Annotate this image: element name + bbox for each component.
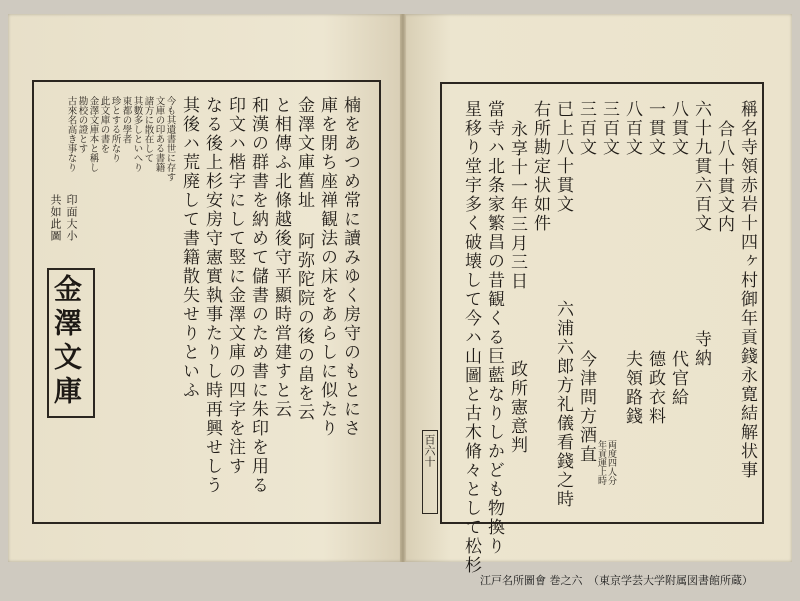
seal-text-col-1: 印面大小 bbox=[65, 194, 78, 242]
left-note-col-4: 其數多しといへり bbox=[131, 96, 143, 172]
left-note-col-3: 諸方に散在して bbox=[142, 96, 154, 163]
right-item-amount-3: 一貫文 bbox=[645, 100, 665, 157]
right-title-col: 稱名寺領赤岩十四ヶ村御年貢錢永寛結解状事 bbox=[737, 100, 757, 480]
left-note-col-6: 珍とする所なり bbox=[109, 96, 121, 163]
right-signature-col: 政所憲意判 bbox=[507, 360, 527, 455]
right-item-note-2: 年貢運上時 bbox=[596, 440, 606, 485]
right-item-label-3: 德政衣料 bbox=[645, 350, 665, 426]
right-item-label-2: 代官給 bbox=[668, 350, 688, 407]
left-body-col-1: 楠をあつめ常に讀みゆく房守のもとにさ bbox=[340, 96, 360, 438]
left-note-col-8: 金澤文庫本と稱し bbox=[87, 96, 99, 172]
left-body-col-8: 其後ハ荒廃して書籍散失せりといふ bbox=[179, 96, 199, 400]
right-item-label-5: 今津問方酒直 bbox=[576, 350, 596, 464]
right-narrative-col-2: 星移り堂宇多く破壊して今ハ山圖と古木脩々として松杉 bbox=[461, 100, 481, 575]
left-note-col-10: 古來名高き事なり bbox=[65, 96, 77, 172]
right-item-amount-4: 八百文 bbox=[622, 100, 642, 157]
left-body-col-2: 庫を閉ち座禅観法の床をあらしに似たり bbox=[317, 96, 337, 438]
left-body-col-5: 和漢の群書を納めて儲書のため書に朱印を用る bbox=[248, 96, 268, 495]
right-total-col: 合八十貫文内 bbox=[714, 120, 734, 234]
left-body-col-4: と相傳ふ北條越後守平顯時営建すと云 bbox=[271, 96, 291, 419]
right-item-amount-1: 六十九貫六百文 bbox=[691, 100, 711, 233]
left-body-col-7: なる後上杉安房守憲實執事たりし時再興せしう bbox=[202, 96, 222, 495]
right-confirm-col: 右所勘定状如件 bbox=[530, 100, 550, 233]
right-item-amount-2: 八貫文 bbox=[668, 100, 688, 157]
seal-text-col-2: 共如此圖 bbox=[49, 194, 62, 242]
kanazawa-bunko-seal-title: 金澤文庫 bbox=[50, 274, 83, 410]
right-narrative-col-1: 當寺ハ北条家繁昌の昔観くる巨藍なりしかども物換り bbox=[484, 100, 504, 556]
right-item-amount-6: 三百文 bbox=[576, 100, 596, 157]
right-item-amount-5: 三百文 bbox=[599, 100, 619, 157]
book-gutter bbox=[400, 14, 406, 562]
right-item-label-6: 六浦六郎方礼儀看錢之時 bbox=[553, 300, 573, 509]
left-note-col-2: 文庫の印ある書籍 bbox=[153, 96, 165, 172]
left-note-col-7: 此文庫の書を bbox=[98, 96, 110, 153]
right-item-label-1: 寺納 bbox=[691, 330, 711, 368]
left-note-col-1: 今も其遺書世に存す bbox=[164, 96, 176, 182]
left-note-col-5: 東都の學者 bbox=[120, 96, 132, 144]
left-body-col-6: 印文ハ楷字にして竪に金澤文庫の四字を注す bbox=[225, 96, 245, 476]
left-body-col-3: 金澤文庫舊址 阿弥陀院の後の畠を云 bbox=[294, 96, 314, 422]
folio-number: 百六十 bbox=[423, 434, 436, 467]
image-caption: 江戸名所圖會 巻之六 （東京学芸大学附属図書館所蔵） bbox=[480, 574, 753, 587]
right-item-label-4: 夫領路錢 bbox=[622, 350, 642, 426]
right-date-col: 永享十一年三月三日 bbox=[507, 120, 527, 291]
left-note-col-9: 勘校の證とす bbox=[76, 96, 88, 153]
right-subtotal-col: 已上八十貫文 bbox=[553, 100, 573, 214]
right-item-note-1: 両度四人分 bbox=[606, 440, 616, 485]
